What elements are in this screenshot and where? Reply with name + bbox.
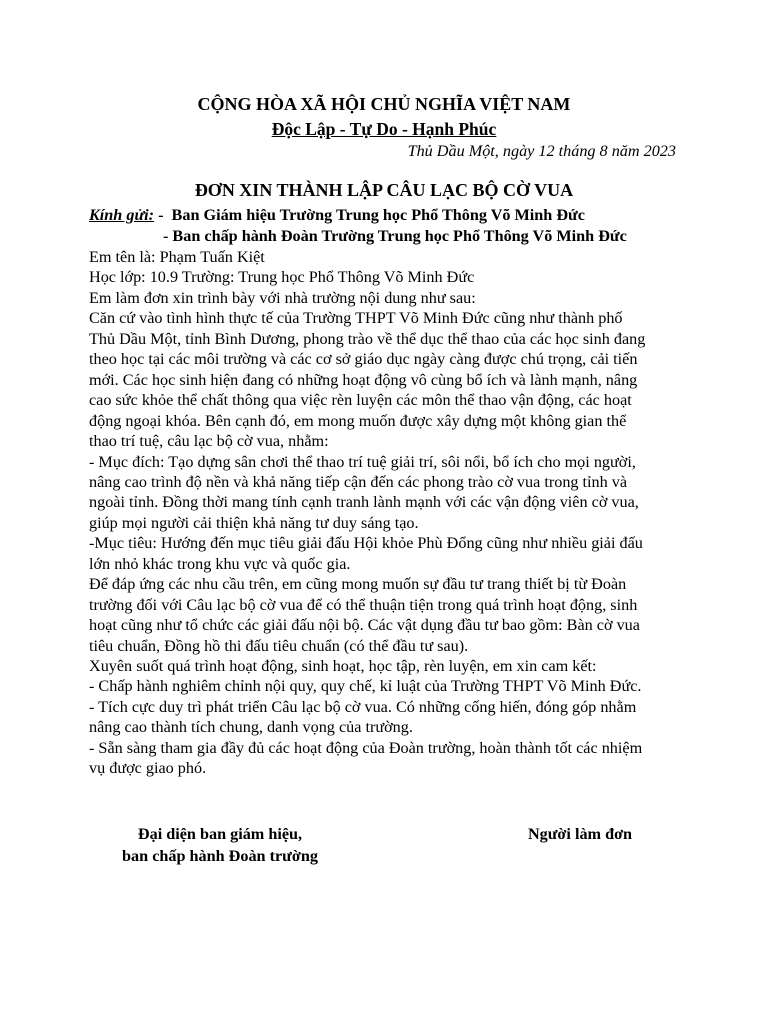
body-line: hoạt cũng như tổ chức các giải đấu nội bộ. Các vật dụng đầu tư bao gồm: Bàn cờ vua [89,616,640,635]
body-line: -Mục tiêu: Hướng đến mục tiêu giải đấu Hội khỏe Phù Đổng cũng như nhiều giải đấu [89,534,643,553]
signature-right: Người làm đơn [527,825,633,843]
body-line: Thủ Dầu Một, tỉnh Bình Dương, phong trào về thể dục thể thao của các học sinh đang [89,329,646,348]
signature-left [100,823,340,867]
body-line: Xuyên suốt quá trình hoạt động, sinh hoạt, học tập, rèn luyện, em xin cam kết: [89,657,597,675]
body-line: cao sức khỏe thể chất thông qua việc rèn luyện các môn thể thao vận động, các hoạt [89,391,632,410]
body-line: ngoài tỉnh. Đồng thời mang tính cạnh tranh lành mạnh với các vận động viên cờ vua, [89,493,639,512]
recipient-2: - Ban chấp hành Đoàn Trường Trung học Phổ Thông Võ Minh Đức [163,227,627,245]
body-line: - Sẵn sàng tham gia đầy đủ các hoạt động của Đoàn trường, hoàn thành tốt các nhiệm [89,738,643,757]
signature-left-line-1: Đại diện ban giám hiệu, [137,825,303,843]
national-title: CỘNG HÒA XÃ HỘI CHỦ NGHĨA VIỆT NAM [197,94,571,114]
national-motto [0,119,768,140]
body-line: Em tên là: Phạm Tuấn Kiệt [89,248,265,266]
recipient-label: Kính gửi: [89,206,155,224]
recipient-1: - Ban Giám hiệu Trường Trung học Phổ Thông Võ Minh Đức [154,206,585,224]
signature-left-line-2: ban chấp hành Đoàn trường [122,847,318,865]
body-line: - Tích cực duy trì phát triển Câu lạc bộ cờ vua. Có những cống hiến, đóng góp nhằm [89,697,637,716]
body-line: mới. Các học sinh hiện đang có những hoạt động vô cùng bổ ích và lành mạnh, nâng [89,370,638,389]
motto-text: Độc Lập - Tự Do - Hạnh Phúc [271,119,497,139]
body-line: lớn nhỏ khác trong khu vực và quốc gia. [89,554,351,573]
recipient-line-1 [89,205,585,225]
document-title: ĐƠN XIN THÀNH LẬP CÂU LẠC BỘ CỜ VUA [194,180,574,200]
body-line: động ngoại khóa. Bên cạnh đó, em mong muốn được xây dựng một không gian thể [89,411,627,430]
body-line: thao trí tuệ, câu lạc bộ cờ vua, nhằm: [89,432,329,451]
body-line: Để đáp ứng các nhu cầu trên, em cũng mong muốn sự đầu tư trang thiết bị từ Đoàn [89,575,627,594]
place-date: Thủ Dầu Một, ngày 12 tháng 8 năm 2023 [407,142,676,160]
body-line: - Mục đích: Tạo dựng sân chơi thể thao trí tuệ giải trí, sôi nổi, bổ ích cho mọi người, [89,452,636,471]
body-line: - Chấp hành nghiêm chỉnh nội quy, quy chế, kỉ luật của Trường THPT Võ Minh Đức. [89,677,642,696]
body-line: nâng cao trình độ nền và khả năng tiếp cận đến các phong trào cờ vua trong tỉnh và [89,472,628,491]
body-line: vụ được giao phó. [89,759,207,778]
body-line: tiêu chuẩn, Đồng hồ thi đấu tiêu chuẩn (có thể đầu tư sau). [89,636,469,655]
body-line: nâng cao thành tích chung, danh vọng của trường. [89,718,413,737]
body-line: Căn cứ vào tình hình thực tế của Trường THPT Võ Minh Đức cũng như thành phố [89,309,623,328]
body-line: giúp mọi người cải thiện khả năng tư duy sáng tạo. [89,513,419,532]
body-line: Em làm đơn xin trình bày với nhà trường nội dung như sau: [89,288,476,307]
body-line: Học lớp: 10.9 Trường: Trung học Phổ Thông Võ Minh Đức [89,268,475,287]
body-line: trường đối với Câu lạc bộ cờ vua để có thể thuận tiện trong quá trình hoạt động, sinh [89,595,638,614]
body-line: theo học tại các môi trường và các cơ sở giáo dục ngày càng được chú trọng, cải tiến [89,350,638,369]
